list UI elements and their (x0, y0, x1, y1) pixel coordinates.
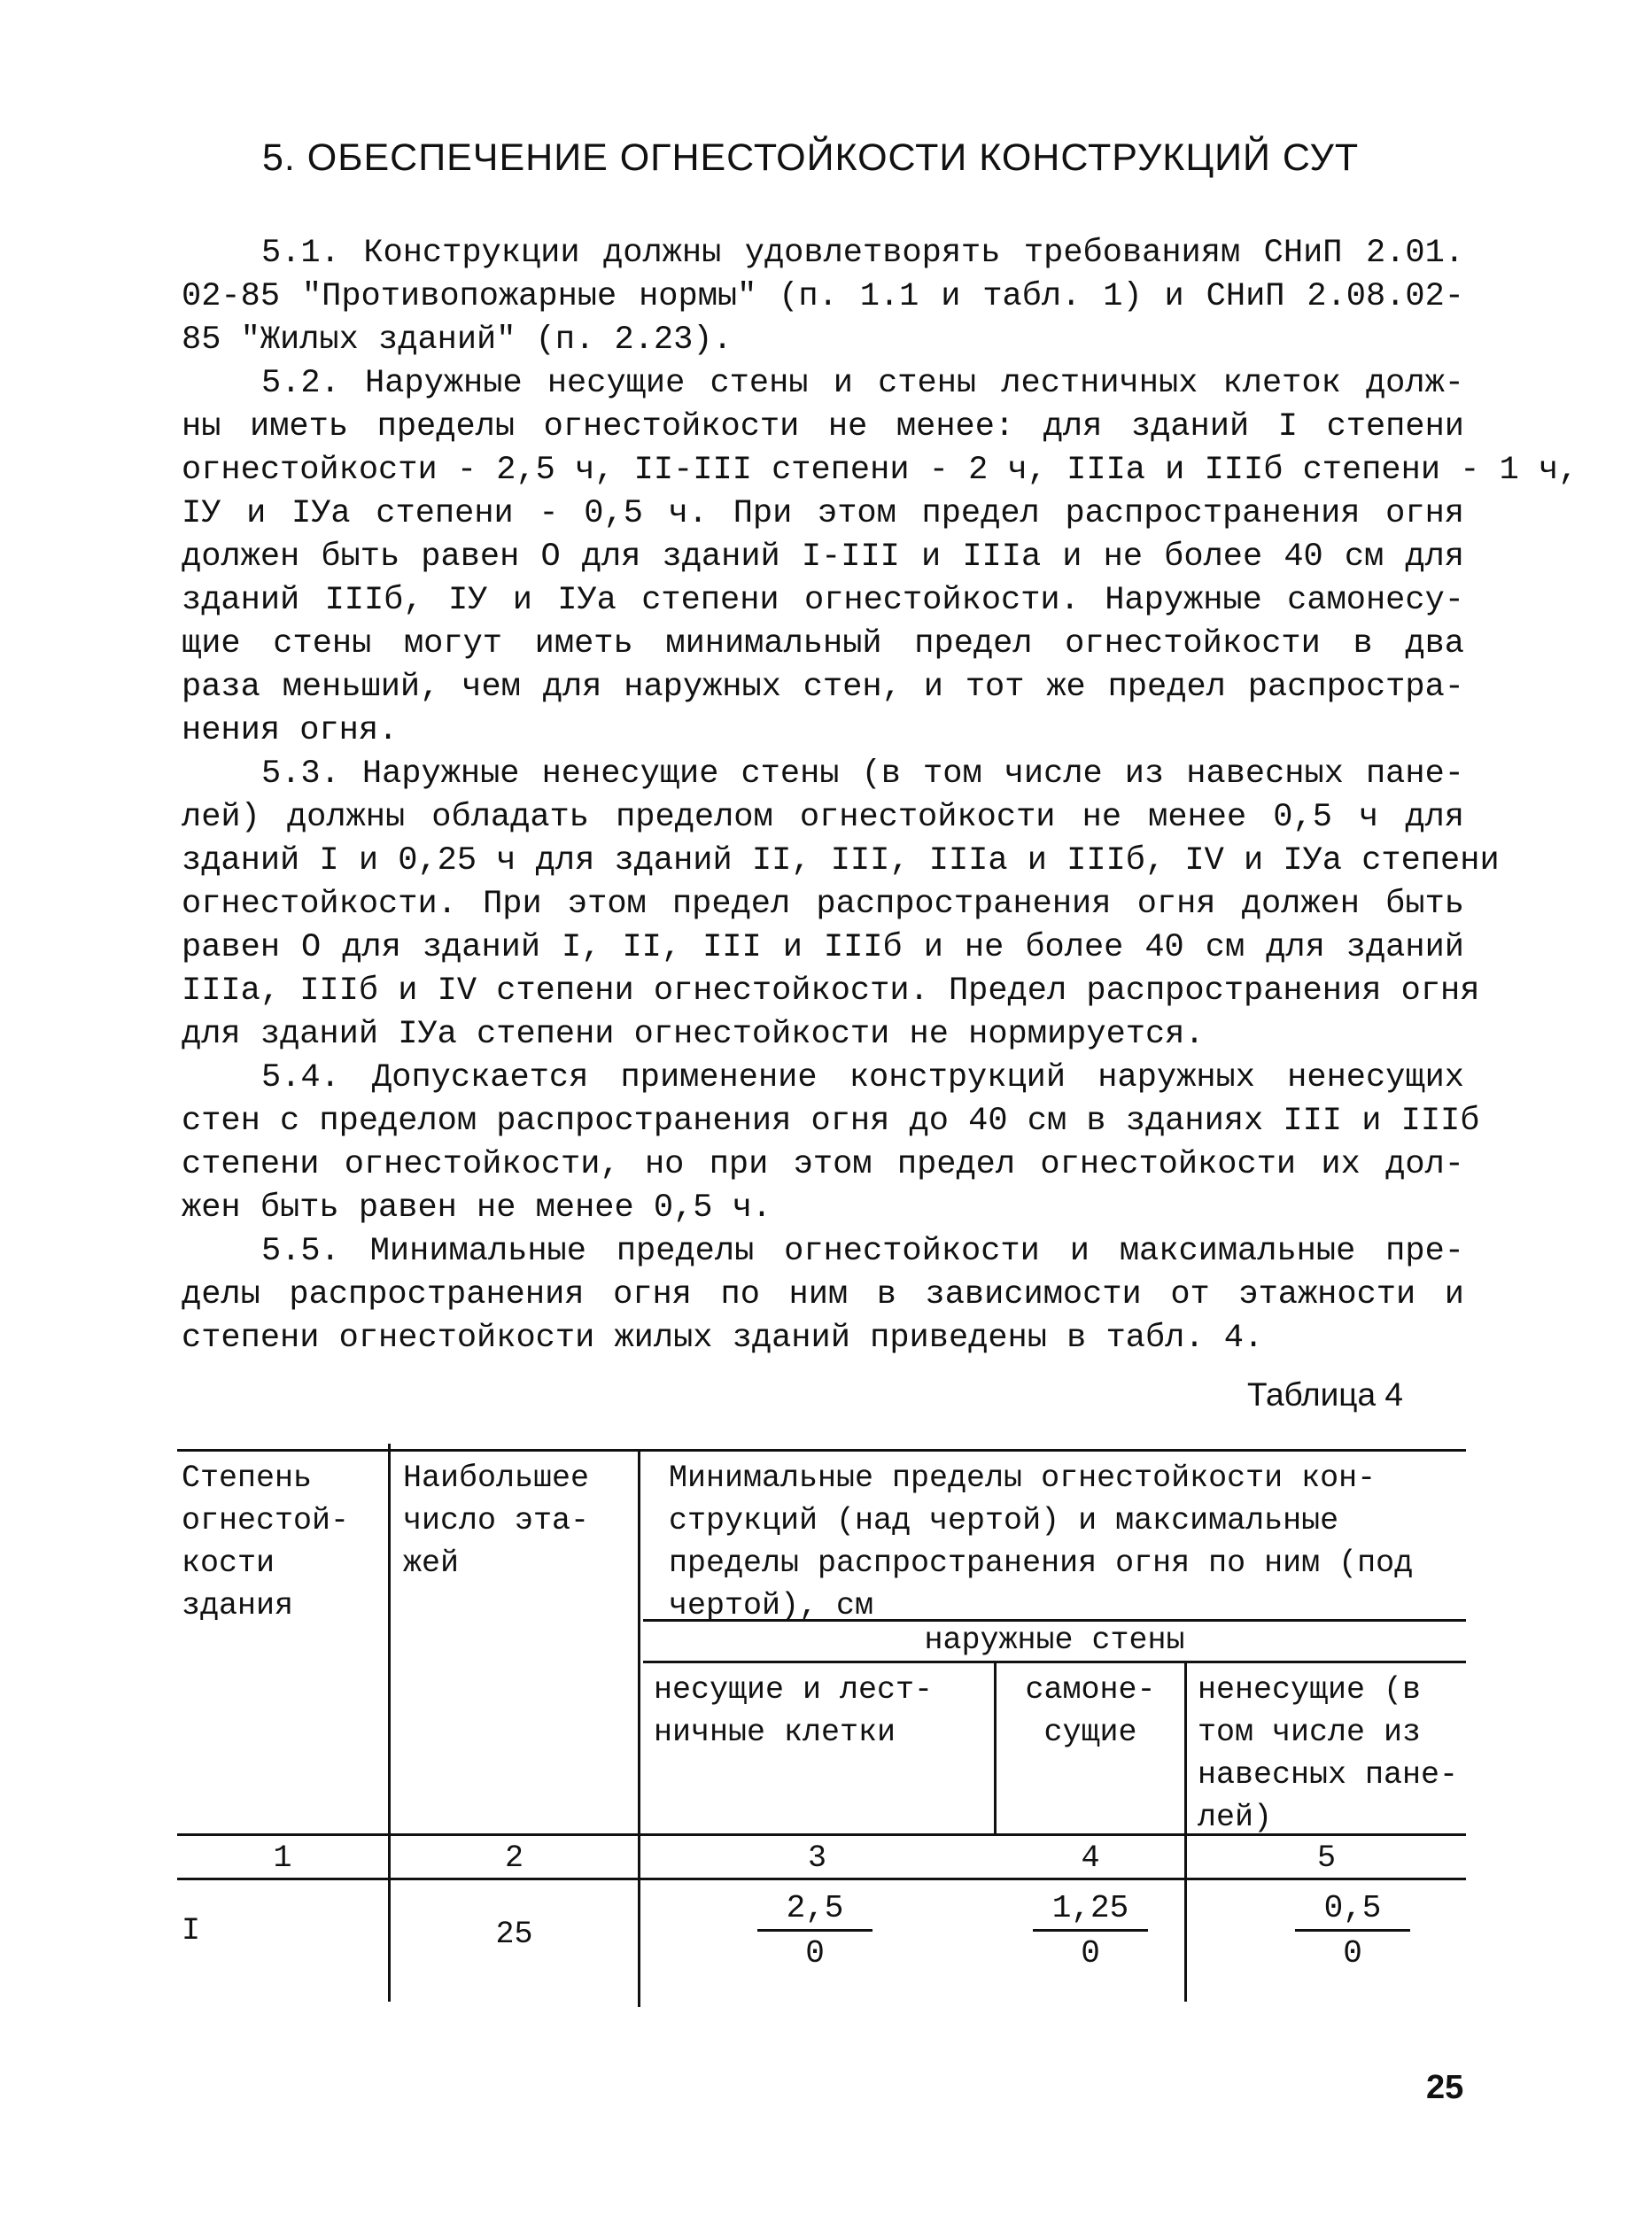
column-number: 4 (1081, 1840, 1100, 1876)
header-degree (182, 1457, 381, 1627)
header-bearing-walls (654, 1669, 990, 1754)
table-col-divider (638, 1449, 640, 2007)
fire-spread-value: 0 (1081, 1935, 1100, 1972)
header-text: Наибольшее (403, 1460, 590, 1496)
header-text: огнестой- (182, 1503, 350, 1538)
page-number: 25 (1426, 2069, 1464, 2106)
header-text: сущие (1043, 1715, 1137, 1750)
header-text: жей (403, 1546, 460, 1581)
table-caption: Таблица 4 (1247, 1376, 1403, 1413)
text-line: 5.1. Конструкции должны удовлетворять требованиям СНиП 2.01. (261, 235, 1464, 272)
text-line: IУ и IУа степени - 0,5 ч. При этом предел распространения огня (182, 495, 1464, 532)
text-line: 02-85 "Противопожарные нормы" (п. 1.1 и табл. 1) и СНиП 2.08.02- (182, 278, 1464, 315)
header-text: несущие и лест- (654, 1672, 934, 1708)
text-line: равен О для зданий I, II, III и IIIб и не более 40 см для зданий (182, 929, 1464, 966)
text-line: огнестойкости. При этом предел распространения огня должен быть (182, 886, 1464, 923)
header-non-bearing-walls (1198, 1669, 1472, 1839)
fire-spread-value: 0 (1343, 1935, 1362, 1972)
text-line: зданий I и 0,25 ч для зданий II, III, IIIа и IIIб, IV и IУа степени (182, 842, 1500, 879)
text-line: 5.2. Наружные несущие стены и стены лестничных клеток долж- (261, 365, 1464, 402)
text-line: лей) должны обладать пределом огнестойкости не менее 0,5 ч для (182, 799, 1464, 836)
text-line: нения огня. (182, 712, 399, 749)
table-top-rule (177, 1449, 1466, 1452)
fraction-non-bearing (1295, 1888, 1410, 1976)
header-text: ненесущие (в (1198, 1672, 1422, 1708)
header-text: том числе из (1198, 1715, 1422, 1750)
table-row-floors: 25 (495, 1917, 533, 1952)
text-line: 5.5. Минимальные пределы огнестойкости и максимальные пре- (261, 1233, 1464, 1270)
header-text: пределы распространения огня по ним (под (669, 1546, 1414, 1581)
text-line: зданий IIIб, IУ и IУа степени огнестойкости. Наружные самонесу- (182, 582, 1464, 619)
header-text: Минимальные пределы огнестойкости кон- (669, 1460, 1377, 1496)
table-row-degree: I (182, 1913, 201, 1948)
text-line: 85 "Жилых зданий" (п. 2.23). (182, 322, 733, 359)
header-text: чертой), см (669, 1588, 874, 1623)
header-text: струкций (над чертой) и максимальные (669, 1503, 1339, 1538)
text-line: для зданий IУа степени огнестойкости не нормируется. (182, 1016, 1205, 1053)
header-text: ничные клетки (654, 1715, 896, 1750)
text-line: 5.4. Допускается применение конструкций наружных ненесущих (261, 1059, 1464, 1096)
text-line: 5.3. Наружные ненесущие стены (в том числе из навесных пане- (261, 755, 1464, 793)
text-line: щие стены могут иметь минимальный предел огнестойкости в два (182, 625, 1464, 662)
paragraph-5-4 (182, 1057, 1480, 1230)
paragraph-5-1 (182, 232, 1464, 362)
header-text: кости (182, 1546, 275, 1581)
text-line: ны иметь пределы огнестойкости не менее: для зданий I степени (182, 408, 1464, 445)
fire-resistance-value: 2,5 (757, 1888, 873, 1932)
column-number: 2 (504, 1840, 524, 1876)
text-line: огнестойкости - 2,5 ч, II-III степени - 2 ч, IIIа и IIIб степени - 1 ч, (182, 452, 1578, 489)
header-outer-walls (643, 1619, 1466, 1662)
paragraph-5-2 (182, 362, 1578, 753)
column-number: 5 (1316, 1840, 1336, 1876)
column-number: 3 (807, 1840, 826, 1876)
text-line: раза меньший, чем для наружных стен, и тот же предел распростра- (182, 669, 1464, 706)
header-text: самоне- (1025, 1672, 1156, 1708)
header-limits (669, 1457, 1466, 1627)
paragraph-5-5 (182, 1230, 1464, 1360)
section-heading: 5. ОБЕСПЕЧЕНИЕ ОГНЕСТОЙКОСТИ КОНСТРУКЦИЙ СУТ (262, 136, 1360, 179)
text-line: стен с пределом распространения огня до 40 см в зданиях III и IIIб (182, 1103, 1480, 1140)
text-line: IIIа, IIIб и IV степени огнестойкости. Предел распространения огня (182, 972, 1480, 1010)
header-text: навесных пане- (1198, 1757, 1459, 1793)
header-text: здания (182, 1588, 294, 1623)
column-number: 1 (273, 1840, 292, 1876)
text-line: должен быть равен О для зданий I-III и IIIа и не более 40 см для (182, 538, 1464, 576)
header-text: число эта- (403, 1503, 590, 1538)
text-line: жен быть равен не менее 0,5 ч. (182, 1189, 772, 1227)
paragraph-5-3 (182, 753, 1500, 1057)
header-floors (403, 1457, 633, 1584)
fire-resistance-value: 0,5 (1295, 1888, 1410, 1932)
text-line: степени огнестойкости, но при этом предел огнестойкости их дол- (182, 1146, 1464, 1183)
header-text: лей) (1198, 1800, 1273, 1835)
text-line: степени огнестойкости жилых зданий приведены в табл. 4. (182, 1320, 1264, 1357)
table-col-divider (1184, 1662, 1187, 2002)
fire-spread-value: 0 (805, 1935, 825, 1972)
header-text: наружные стены (924, 1623, 1185, 1658)
header-self-bearing-walls (997, 1669, 1184, 1754)
text-line: делы распространения огня по ним в зависимости от этажности и (182, 1276, 1464, 1313)
fire-resistance-value: 1,25 (1033, 1888, 1148, 1932)
fraction-self-bearing (1033, 1888, 1148, 1976)
header-text: Степень (182, 1460, 313, 1496)
fraction-bearing (757, 1888, 873, 1976)
